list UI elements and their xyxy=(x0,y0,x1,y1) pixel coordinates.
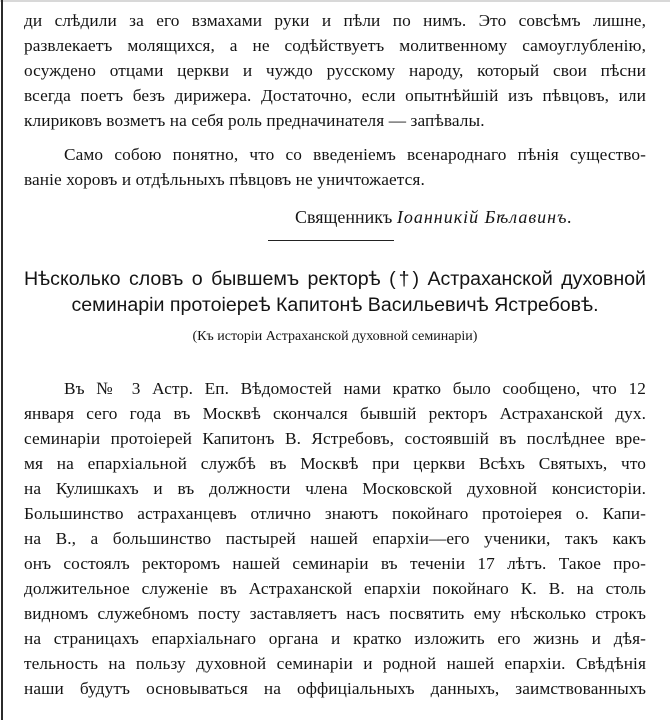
article-title-line: Нѣсколько словъ о бывшемъ ректорѣ (†) Астраханской духовной xyxy=(24,268,646,290)
text-line: тельность на пользу духовной семинаріи и родной нашей епархіи. Свѣдѣнія xyxy=(24,654,646,673)
text-line: Само собою понятно, что со введеніемъ всенароднаго пѣнія существо- xyxy=(64,145,646,164)
signature-name: Іоанникій Бѣлавинъ. xyxy=(396,207,573,227)
text-line: наши будутъ основываться на оффиціальныхъ данныхъ, заимствованныхъ xyxy=(24,679,646,698)
signature-prefix: Священникъ xyxy=(295,207,393,227)
text-line: мя на епархіальной службѣ въ Москвѣ при церкви Всѣхъ Святыхъ, что xyxy=(24,454,646,473)
text-line: онъ состоялъ ректоромъ нашей семинаріи въ теченіи 17 лѣтъ. Такое про- xyxy=(24,554,646,573)
text-line: всегда поетъ безъ дирижера. Достаточно, если опытнѣйшій изъ пѣвцовъ, или xyxy=(24,86,646,105)
text-line: осуждено отцами церкви и чуждо русскому народу, который свои пѣсни xyxy=(24,61,646,80)
section-divider xyxy=(268,240,394,241)
signature xyxy=(295,205,573,229)
text-line: клириковъ возметъ на себя роль предначинателя — запѣвалы. xyxy=(24,111,485,130)
article-title-line: семинаріи протоіереѣ Капитонѣ Васильевичѣ Ястребовѣ. xyxy=(71,294,599,316)
text-line: ваніе хоровъ и отдѣльныхъ пѣвцовъ не уничтожается. xyxy=(24,170,425,189)
text-line: развлекаетъ молящихся, а не содѣйствуетъ молитвенному самоуглубленію, xyxy=(24,36,646,55)
text-line: должительное служеніе въ Астраханской епархіи покойнаго К. В. на столь xyxy=(24,579,646,598)
text-line: ди слѣдили за его взмахами руки и пѣли по нимъ. Это совсѣмъ лишне, xyxy=(24,11,646,30)
text-line: Большинство астраханцевъ отлично знаютъ покойнаго протоіерея о. Капи- xyxy=(24,504,646,523)
text-line: видномъ служебномъ посту заставляетъ насъ посвятить ему нѣсколько строкъ xyxy=(24,604,646,623)
scan-top-edge xyxy=(0,0,670,2)
text-line: на Кулишкахъ и въ должности члена Московской духовной консисторіи. xyxy=(24,479,646,498)
text-line: семинаріи протоіерей Капитонъ В. Ястребовъ, состоявшій въ послѣднее вре- xyxy=(24,429,646,448)
text-line: Въ № 3 Астр. Еп. Вѣдомостей нами кратко было сообщено, что 12 xyxy=(64,379,646,398)
text-line: на В., а большинство пастырей нашей епархіи—его ученики, такъ какъ xyxy=(24,529,646,548)
text-line: на страницахъ епархіальнаго органа и кратко изложить его жизнь и дѣя- xyxy=(24,629,646,648)
text-line: января сего года въ Москвѣ скончался бывшій ректоръ Астраханской дух. xyxy=(24,404,646,423)
article-subtitle: (Къ исторіи Астраханской духовной семинаріи) xyxy=(192,329,478,344)
scan-left-edge xyxy=(1,0,3,720)
